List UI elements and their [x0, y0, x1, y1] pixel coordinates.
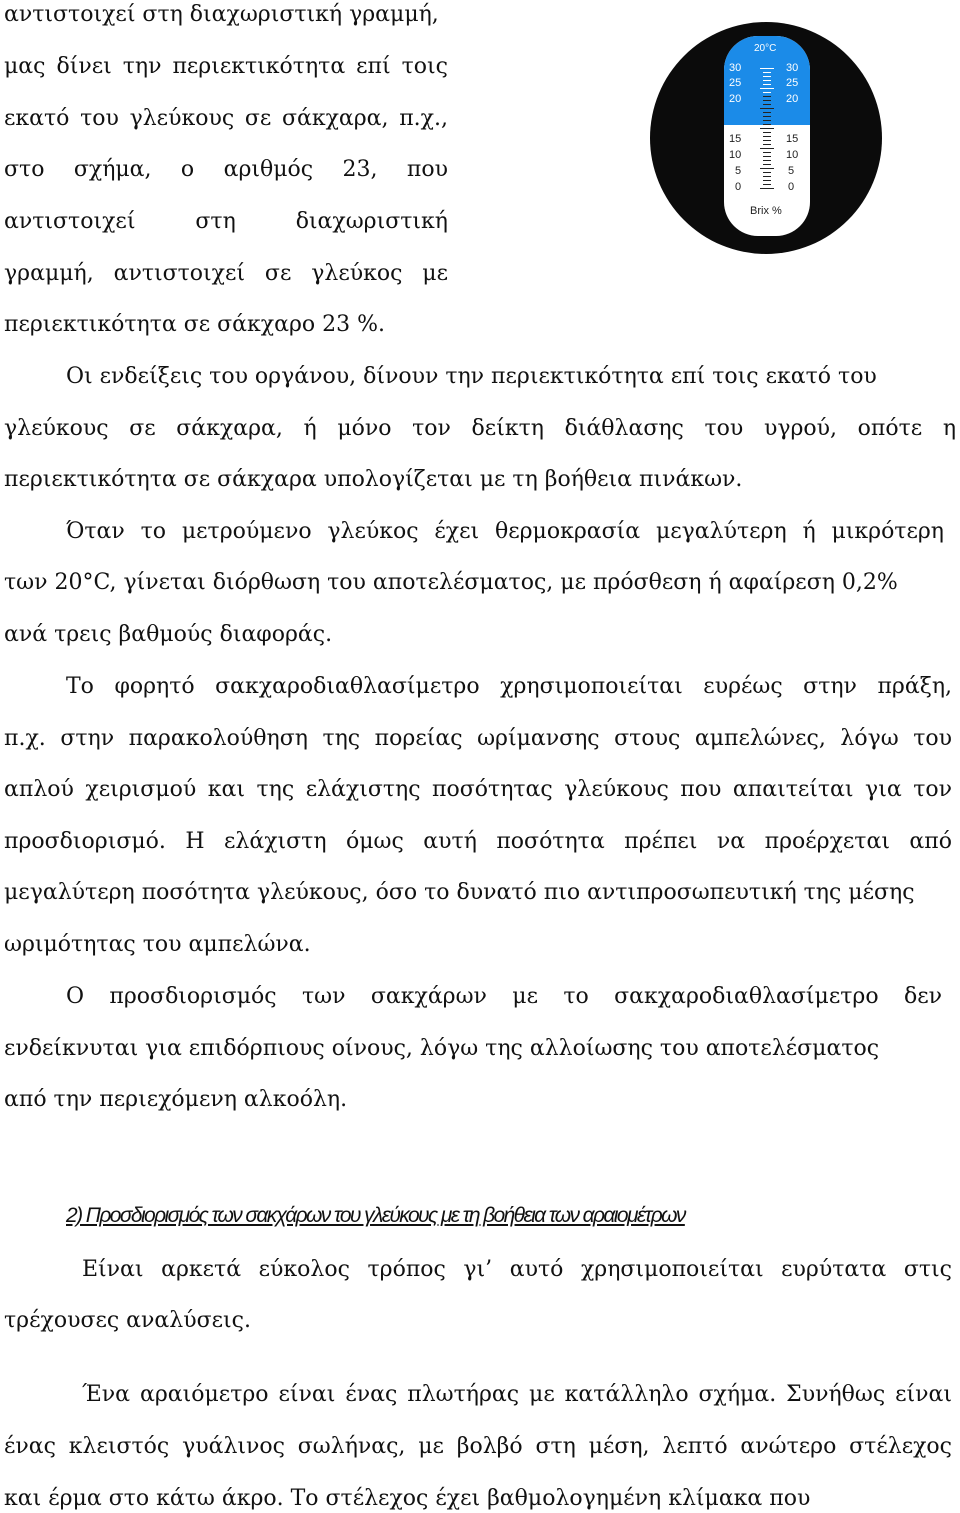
- right-scale-5: 5: [788, 165, 795, 177]
- scale-tick: [763, 84, 771, 85]
- scale-tick: [763, 164, 771, 165]
- left-col-line-2: μας δίνει την περιεκτικότητα επί τοις: [4, 54, 448, 79]
- scale-tick: [763, 176, 771, 177]
- scale-tick: [760, 88, 774, 89]
- scale-tick: [763, 132, 771, 133]
- para5-line-1: Είναι αρκετά εύκολος τρόπος γι’ αυτό χρησιμοποιείται ευρύτατα στις: [82, 1257, 952, 1282]
- para4-line-2: ενδείκνυται για επιδόρπιους οίνους, λόγω της αλλοίωσης του αποτελέσματος: [4, 1036, 880, 1061]
- para1-line-1: Οι ενδείξεις του οργάνου, δίνουν την περιεκτικότητα επί τοις εκατό του: [66, 364, 877, 389]
- para5-line-2: τρέχουσες αναλύσεις.: [4, 1308, 251, 1333]
- para3-line-4: προσδιορισμό. Η ελάχιστη όμως αυτή ποσότητα πρέπει να προέρχεται από: [4, 829, 952, 854]
- scale-tick: [763, 76, 771, 77]
- right-scale-10: 10: [786, 149, 799, 161]
- scale-tick: [763, 104, 771, 105]
- scale-tick: [760, 168, 774, 169]
- left-scale-10: 10: [729, 149, 742, 161]
- scale-tick: [763, 144, 771, 145]
- refractometer-scale-image: [650, 22, 882, 254]
- left-scale-0: 0: [735, 181, 742, 193]
- right-scale-20: 20: [786, 93, 799, 105]
- left-scale-20: 20: [729, 93, 742, 105]
- scale-tick: [763, 136, 771, 137]
- scale-tick: [763, 80, 771, 81]
- scale-tick: [763, 156, 771, 157]
- para3-line-2: π.χ. στην παρακολούθηση της πορείας ωρίμανσης στους αμπελώνες, λόγω του: [4, 726, 952, 751]
- left-col-line-4: στο σχήμα, ο αριθμός 23, που: [4, 157, 448, 182]
- scale-tick: [763, 72, 771, 73]
- scale-tick: [763, 112, 771, 113]
- scale-tick: [760, 68, 774, 69]
- para3-line-3: απλού χειρισμού και της ελάχιστης ποσότητας γλεύκους που απαιτείται για τον: [4, 777, 952, 802]
- scale-tick: [763, 180, 771, 181]
- para3-line-1: Το φορητό σακχαροδιαθλασίμετρο χρησιμοποιείται ευρέως στην πράξη,: [66, 674, 952, 699]
- scale-tick: [763, 96, 771, 97]
- left-col-line-6: γραμμή, αντιστοιχεί σε γλεύκος με: [4, 261, 448, 286]
- scale-tick: [763, 172, 771, 173]
- para6-line-3: και έρμα στο κάτω άκρο. Το στέλεχος έχει βαθμολογημένη κλίμακα που: [4, 1486, 811, 1511]
- left-scale-5: 5: [735, 165, 742, 177]
- para4-line-1: Ο προσδιορισμός των σακχάρων με το σακχαροδιαθλασίμετρο δεν: [66, 984, 942, 1009]
- left-col-line-3: εκατό του γλεύκους σε σάκχαρα, π.χ.,: [4, 106, 448, 131]
- section-heading: 2) Προσδιορισμός των σακχάρων του γλεύκους με τη βοήθεια των αραιομέτρων: [66, 1204, 685, 1227]
- right-scale-0: 0: [788, 181, 795, 193]
- para1-line-3: περιεκτικότητα σε σάκχαρα υπολογίζεται με τη βοήθεια πινάκων.: [4, 467, 743, 492]
- scale-tick: [763, 120, 771, 121]
- scale-tick: [763, 160, 771, 161]
- right-scale-30: 30: [786, 62, 799, 74]
- scale-tick: [763, 100, 771, 101]
- para2-line-2: των 20°C, γίνεται διόρθωση του αποτελέσματος, με πρόσθεση ή αφαίρεση 0,2%: [4, 570, 898, 595]
- para3-line-5: μεγαλύτερη ποσότητα γλεύκους, όσο το δυνατό πιο αντιπροσωπευτική της μέσης: [4, 880, 915, 905]
- para3-line-6: ωριμότητας του αμπελώνα.: [4, 932, 311, 957]
- para2-line-1: Όταν το μετρούμενο γλεύκος έχει θερμοκρασία μεγαλύτερη ή μικρότερη: [66, 519, 944, 544]
- para6-line-2: ένας κλειστός γυάλινος σωλήνας, με βολβό στη μέση, λεπτό ανώτερο στέλεχος: [4, 1434, 952, 1459]
- scale-tick: [763, 184, 771, 185]
- scale-tick: [763, 116, 771, 117]
- scale-tick: [763, 152, 771, 153]
- scale-tick: [763, 124, 771, 125]
- scale-tick: [760, 128, 774, 129]
- right-scale-25: 25: [786, 77, 799, 89]
- para6-line-1: Ένα αραιόμετρο είναι ένας πλωτήρας με κατάλληλο σχήμα. Συνήθως είναι: [82, 1382, 952, 1407]
- scale-tick: [763, 92, 771, 93]
- refractometer-field: [724, 36, 810, 236]
- left-col-line-1: αντιστοιχεί στη διαχωριστική γραμμή,: [4, 2, 439, 27]
- para1-line-2: γλεύκους σε σάκχαρα, ή μόνο τον δείκτη διάθλασης του υγρού, οπότε η: [4, 416, 956, 441]
- scale-tick: [763, 140, 771, 141]
- para2-line-3: ανά τρεις βαθμούς διαφοράς.: [4, 622, 333, 647]
- left-scale-30: 30: [729, 62, 742, 74]
- right-scale-15: 15: [786, 133, 799, 145]
- scale-tick: [760, 148, 774, 149]
- temperature-label: 20°C: [754, 43, 777, 54]
- scale-tick: [760, 108, 774, 109]
- left-scale-25: 25: [729, 77, 742, 89]
- left-col-line-5: αντιστοιχεί στη διαχωριστική: [4, 209, 448, 234]
- para4-line-3: από την περιεχόμενη αλκοόλη.: [4, 1087, 348, 1112]
- left-scale-15: 15: [729, 133, 742, 145]
- scale-tick: [760, 188, 774, 189]
- left-col-line-7: περιεκτικότητα σε σάκχαρο 23 %.: [4, 312, 386, 337]
- unit-label: Brix %: [750, 205, 782, 217]
